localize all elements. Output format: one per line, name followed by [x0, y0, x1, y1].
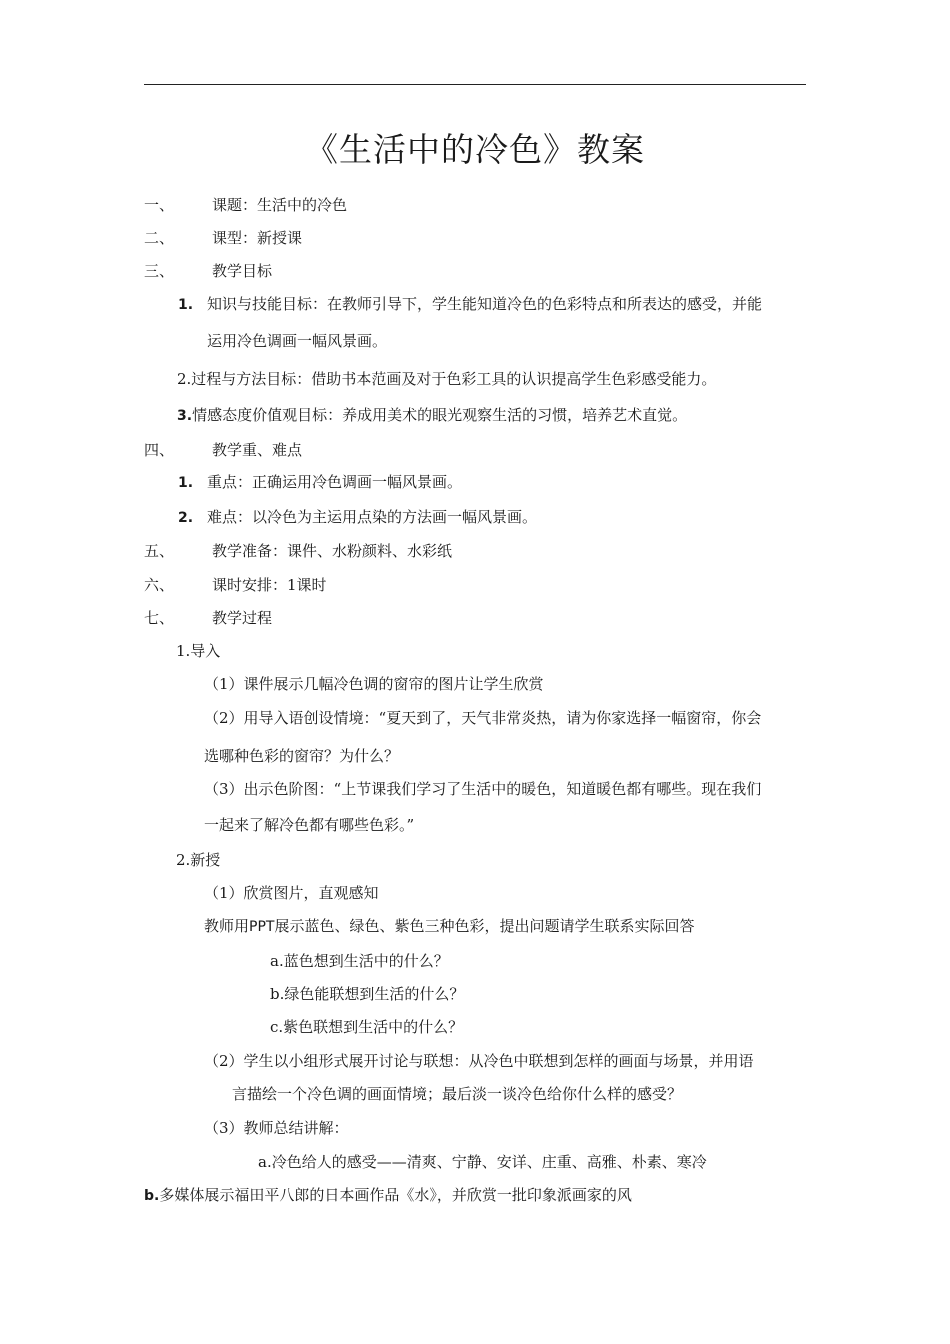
section-number: 三、	[144, 262, 175, 280]
new-step-1: （1）欣赏图片，直观感知	[204, 884, 379, 902]
section-text: 课题：生活中的冷色	[212, 196, 348, 214]
objective-1-line-1	[178, 294, 763, 315]
section-number: 四、	[144, 441, 175, 459]
objective-3	[177, 405, 687, 426]
list-number: 3.	[177, 408, 193, 424]
new-lesson-heading: 2.新授	[176, 851, 221, 869]
description-rest: 展示蓝色、绿色、紫色三种色彩，提出问题请学生联系实际回答	[274, 917, 695, 935]
new-step-2-line-2: 言描绘一个冷色调的画面情境；最后淡一谈冷色给你什么样的感受？	[232, 1085, 683, 1103]
list-number: 2.	[178, 510, 194, 526]
new-step-1-description	[204, 916, 694, 937]
section-number: 六、	[144, 576, 175, 594]
objective-1-line-2: 运用冷色调画一幅风景画。	[207, 332, 388, 350]
section-number: 一、	[144, 196, 175, 214]
objective-text: 知识与技能目标：在教师引导下，学生能知道冷色的色彩特点和所表达的感受，并能	[207, 295, 763, 313]
intro-step-2-line-2: 选哪种色彩的窗帘？为什么？	[204, 747, 400, 765]
intro-step-3-line-2: 一起来了解冷色都有哪些色彩。”	[204, 816, 415, 834]
section-text: 教学重、难点	[212, 441, 303, 459]
list-number: b.	[144, 1188, 160, 1204]
objective-text: 情感态度价值观目标：养成用美术的眼光观察生活的习惯，培养艺术直觉。	[192, 406, 688, 424]
list-number: 1.	[178, 475, 194, 491]
objective-2: 2.过程与方法目标：借助书本范画及对于色彩工具的认识提高学生色彩感受能力。	[177, 370, 717, 388]
list-number: 1.	[178, 297, 194, 313]
description-prefix: 教师用	[204, 917, 250, 935]
intro-step-2-line-1: （2）用导入语创设情境：“夏天到了，天气非常炎热，请为你家选择一幅窗帘，你会	[204, 709, 762, 727]
question-c: c.紫色联想到生活中的什么？	[270, 1018, 464, 1036]
intro-step-1: （1）课件展示几幅冷色调的窗帘的图片让学生欣赏	[204, 675, 544, 693]
section-text: 教学准备：课件、水粉颜料、水彩纸	[212, 542, 453, 560]
question-a: a.蓝色想到生活中的什么？	[270, 952, 449, 970]
summary-b	[144, 1185, 632, 1206]
intro-heading: 1.导入	[176, 642, 221, 660]
summary-text: 多媒体展示福田平八郎的日本画作品《水》，并欣赏一批印象派画家的风	[159, 1186, 632, 1204]
new-step-3: （3）教师总结讲解：	[204, 1119, 349, 1137]
section-number: 五、	[144, 542, 175, 560]
question-b: b.绿色能联想到生活的什么？	[270, 985, 465, 1003]
header-rule	[144, 84, 806, 85]
section-text: 教学过程	[212, 609, 273, 627]
document-title: 《生活中的冷色》教案	[305, 130, 645, 169]
summary-a: a.冷色给人的感受——清爽、宁静、安详、庄重、高雅、朴素、寒冷	[258, 1153, 707, 1171]
ppt-text: PPT	[249, 919, 275, 935]
section-text: 课时安排：1课时	[212, 576, 327, 594]
section-text: 课型：新授课	[212, 229, 303, 247]
section-number: 七、	[144, 609, 175, 627]
section-text: 教学目标	[212, 262, 273, 280]
key-point-text: 重点：正确运用冷色调画一幅风景画。	[207, 473, 463, 491]
intro-step-3-line-1: （3）出示色阶图：“上节课我们学习了生活中的暖色，知道暖色都有哪些。现在我们	[204, 780, 762, 798]
key-point-1	[178, 472, 463, 493]
new-step-2-line-1: （2）学生以小组形式展开讨论与联想：从冷色中联想到怎样的画面与场景，并用语	[204, 1052, 754, 1070]
section-number: 二、	[144, 229, 175, 247]
key-point-2	[178, 507, 538, 528]
key-point-text: 难点：以冷色为主运用点染的方法画一幅风景画。	[207, 508, 538, 526]
